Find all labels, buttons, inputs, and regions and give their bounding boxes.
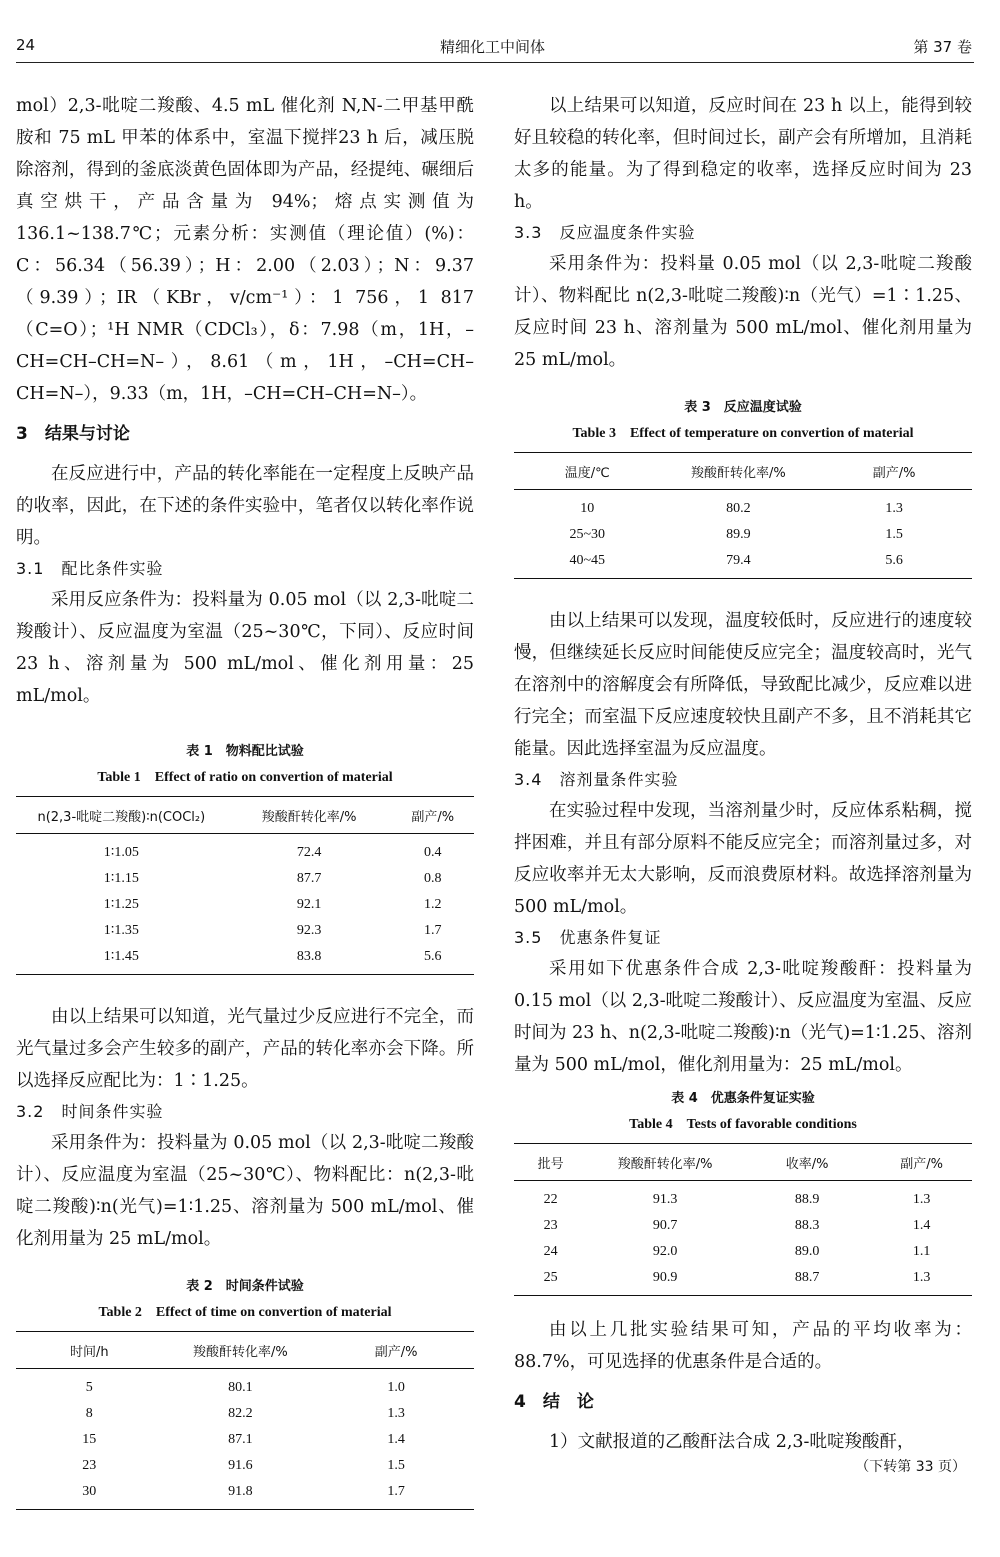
table-cell: 30 — [16, 1479, 163, 1510]
subsection-3-3-heading: 3.3 反应温度条件实验 — [514, 223, 696, 242]
table-row — [16, 1427, 474, 1453]
table-4-grid — [514, 1143, 972, 1296]
header-rule — [16, 62, 974, 63]
table-cell: 10 — [580, 501, 595, 516]
table-row — [514, 1265, 972, 1296]
subsection-3-2-heading: 3.2 时间条件实验 — [16, 1102, 164, 1121]
table-cell: 91.8 — [163, 1479, 319, 1510]
table-1-caption-en: Table 1 Effect of ratio on convertion of material — [97, 770, 393, 785]
table-row — [16, 1369, 474, 1402]
table-row — [514, 548, 972, 579]
paragraph-3-3: 采用条件为：投料量 0.05 mol（以 2,3-吡啶二羧酸计）、物料配比 n(2,3-吡啶二羧酸)∶n（光气）=1∶1.25、反应时间 23 h、溶剂量为 500 mL/mol、催化剂用量为 25 mL/mol。 — [514, 254, 972, 370]
table-cell: 1.3 — [871, 1265, 972, 1296]
paragraph-intro: mol）2,3-吡啶二羧酸、4.5 mL 催化剂 N,N-二甲基甲酰胺和 75 mL 甲苯的体系中，室温下搅拌23 h 后，减压脱除溶剂，得到的釜底淡黄色固体即为产品，经提纯、碾细后真空烘干，产品含量为 94%；熔点实测值为 136.1~138.7℃；元素分析：实测值（理论值）(%)：C：56.34（56.39）；H：2.00（2.03）；N：9.37（9.39）；IR（KBr，v/cm⁻¹）：1 756，1 817（C=O）；¹H NMR（CDCl₃），δ：7.98（m，1H，–CH=CH–CH=N–），8.61（m，1H，–CH=CH–CH=N–），9.33（m，1H，–CH=CH–CH=N–）。 — [16, 96, 474, 404]
table-cell: 83.8 — [227, 944, 392, 975]
table-header-cell: n(2,3-吡啶二羧酸)∶n(COCl₂) — [16, 797, 227, 834]
table-row — [16, 1453, 474, 1479]
journal-title: 精细化工中间体 — [440, 38, 546, 56]
table-cell: 1∶1.45 — [16, 944, 227, 975]
table-cell: 1.2 — [424, 897, 442, 912]
right-column — [514, 90, 972, 1476]
table-cell: 15 — [82, 1432, 97, 1447]
table-row — [16, 1401, 474, 1427]
table-row — [514, 522, 972, 548]
table-cell: 0.4 — [424, 845, 442, 860]
table-header-cell: 批号 — [514, 1144, 587, 1181]
table-row — [16, 834, 474, 867]
table-4 — [514, 1089, 972, 1296]
table-cell: 1∶1.05 — [103, 845, 139, 860]
left-column — [16, 90, 474, 1510]
table-cell: 92.1 — [296, 897, 322, 912]
table-4-caption-en: Table 4 Tests of favorable conditions — [629, 1117, 857, 1132]
table-4-caption-cn: 表 4 优惠条件复证实验 — [671, 1091, 815, 1106]
paragraph-section-3: 在反应进行中，产品的转化率能在一定程度上反映产品的收率，因此，在下述的条件实验中，笔者仅以转化率作说明。 — [16, 464, 474, 548]
table-header-cell: 副产/% — [392, 797, 474, 834]
table-header-row — [514, 453, 972, 490]
table-2-caption-en: Table 2 Effect of time on convertion of material — [98, 1305, 392, 1320]
table-header-row — [514, 1144, 972, 1181]
table-cell: 80.2 — [726, 501, 751, 516]
subsection-3-5-heading: 3.5 优惠条件复证 — [514, 928, 662, 947]
table-cell: 92.3 — [296, 923, 322, 938]
table-cell: 8 — [85, 1406, 93, 1421]
table-cell: 1.0 — [387, 1380, 405, 1395]
table-cell: 1∶1.25 — [103, 897, 139, 912]
table-cell: 1.3 — [387, 1406, 405, 1421]
paragraph-3-4: 在实验过程中发现，当溶剂量少时，反应体系粘稠，搅拌困难，并且有部分原料不能反应完全；而溶剂量过多，对反应收率并无太大影响，反而浪费原材料。故选择溶剂量为 500 mL/mol。 — [514, 801, 972, 917]
paragraph-3-5: 采用如下优惠条件合成 2,3-吡啶羧酸酐：投料量为 0.15 mol（以 2,3-吡啶二羧酸计）、反应温度为室温、反应时间为 23 h、n(2,3-吡啶二羧酸)∶n（光气)=1∶1.25、溶剂量为 500 mL/mol，催化剂用量为：25 mL/mol。 — [514, 959, 972, 1075]
table-cell: 23 — [543, 1218, 558, 1233]
table-cell: 92.0 — [652, 1244, 678, 1259]
table-cell: 25~30 — [569, 527, 606, 542]
table-header-cell: 收率/% — [743, 1144, 871, 1181]
table-header-cell: 羧酸酐转化率/% — [661, 453, 817, 490]
table-cell: 5.6 — [816, 548, 972, 579]
section-4-heading: 4 结 论 — [514, 1392, 594, 1412]
table-1-caption-cn: 表 1 物料配比试验 — [186, 744, 304, 759]
paragraph-3-1: 采用反应条件为：投料量为 0.05 mol（以 2,3-吡啶二羧酸计）、反应温度为室温（25~30℃，下同）、反应时间 23 h、溶剂量为 500 mL/mol、催化剂用量：25 mL/mol。 — [16, 590, 474, 706]
table-row — [16, 918, 474, 944]
paragraph-after-table-3: 由以上结果可以发现，温度较低时，反应进行的速度较慢，但继续延长反应时间能使反应完全；温度较高时，光气在溶剂中的溶解度会有所降低，导致配比减少，反应难以进行完全；而室温下反应速度较快且副产不多，且不消耗其它能量。因此选择室温为反应温度。 — [514, 611, 972, 759]
table-row — [514, 1213, 972, 1239]
table-cell: 89.9 — [726, 527, 751, 542]
section-3-heading: 3 结果与讨论 — [16, 424, 130, 444]
table-cell: 1.4 — [387, 1432, 405, 1447]
table-cell: 1∶1.35 — [103, 923, 139, 938]
table-row — [16, 892, 474, 918]
subsection-3-1-heading: 3.1 配比条件实验 — [16, 559, 164, 578]
table-header-cell: 羧酸酐转化率/% — [227, 797, 392, 834]
table-cell: 40~45 — [514, 548, 661, 579]
table-row — [16, 1479, 474, 1510]
table-cell: 1.5 — [387, 1458, 405, 1473]
table-cell: 1∶1.15 — [103, 871, 139, 886]
table-cell: 80.1 — [228, 1380, 253, 1395]
table-header-row — [16, 1332, 474, 1369]
table-cell: 1.1 — [912, 1244, 931, 1259]
table-cell: 5 — [85, 1380, 93, 1395]
paragraph-time-result: 以上结果可以知道，反应时间在 23 h 以上，能得到较好且较稳的转化率，但时间过长，副产会有所增加，且消耗太多的能量。为了得到稳定的收率，选择反应时间为 23 h。 — [514, 96, 972, 212]
table-cell: 1.4 — [912, 1218, 931, 1233]
table-row — [514, 490, 972, 523]
table-2 — [16, 1277, 474, 1510]
table-header-cell: 副产/% — [318, 1332, 474, 1369]
table-cell: 5.6 — [392, 944, 474, 975]
continued-note: （下转第 33 页） — [855, 1459, 966, 1475]
table-cell: 79.4 — [661, 548, 817, 579]
table-header-cell: 副产/% — [816, 453, 972, 490]
table-header-row — [16, 797, 474, 834]
table-cell: 91.6 — [228, 1458, 253, 1473]
volume-label: 第 37 卷 — [913, 38, 972, 56]
table-header-cell: 羧酸酐转化率/% — [587, 1144, 743, 1181]
page-number: 24 — [16, 36, 36, 54]
table-cell: 1.5 — [885, 527, 903, 542]
table-cell: 23 — [82, 1458, 97, 1473]
table-cell: 90.7 — [652, 1218, 678, 1233]
paragraph-after-table-1: 由以上结果可以知道，光气量过少反应进行不完全，而光气量过多会产生较多的副产，产品的转化率亦会下降。所以选择反应配比为：1∶1.25。 — [16, 1007, 474, 1091]
table-cell: 87.1 — [228, 1432, 253, 1447]
paragraph-3-2: 采用条件为：投料量为 0.05 mol（以 2,3-吡啶二羧酸计）、反应温度为室温（25~30℃）、物料配比：n(2,3-吡啶二羧酸)∶n(光气)=1∶1.25、溶剂量为 500 mL/mol、催化剂用量为 25 mL/mol。 — [16, 1133, 474, 1249]
subsection-3-4-heading: 3.4 溶剂量条件实验 — [514, 770, 679, 789]
table-cell: 88.9 — [794, 1192, 820, 1207]
table-cell: 88.7 — [743, 1265, 871, 1296]
table-3-grid — [514, 452, 972, 579]
table-cell: 90.9 — [587, 1265, 743, 1296]
table-cell: 1.3 — [912, 1192, 931, 1207]
table-cell: 1.7 — [424, 923, 442, 938]
table-cell: 72.4 — [296, 845, 322, 860]
table-cell: 91.3 — [652, 1192, 678, 1207]
table-header-cell: 副产/% — [871, 1144, 972, 1181]
table-3 — [514, 398, 972, 579]
table-3-caption-cn: 表 3 反应温度试验 — [684, 400, 802, 415]
table-cell: 89.0 — [794, 1244, 820, 1259]
table-3-caption-en: Table 3 Effect of temperature on convertion of material — [572, 426, 914, 441]
table-cell: 88.3 — [794, 1218, 820, 1233]
table-header-cell: 温度/℃ — [514, 453, 661, 490]
table-row — [514, 1239, 972, 1265]
table-cell: 87.7 — [296, 871, 322, 886]
paragraph-after-table-4: 由以上几批实验结果可知，产品的平均收率为：88.7%，可见选择的优惠条件是合适的。 — [514, 1320, 972, 1372]
table-cell: 22 — [543, 1192, 558, 1207]
table-2-grid — [16, 1331, 474, 1510]
table-cell: 25 — [514, 1265, 587, 1296]
table-1-grid — [16, 796, 474, 975]
table-cell: 1.3 — [885, 501, 903, 516]
table-row — [514, 1181, 972, 1214]
table-1 — [16, 742, 474, 975]
table-cell: 1.7 — [318, 1479, 474, 1510]
table-header-cell: 时间/h — [16, 1332, 163, 1369]
table-header-cell: 羧酸酐转化率/% — [163, 1332, 319, 1369]
table-row — [16, 866, 474, 892]
table-row — [16, 944, 474, 975]
table-cell: 82.2 — [228, 1406, 253, 1421]
table-cell: 24 — [543, 1244, 558, 1259]
paragraph-section-4: 1）文献报道的乙酸酐法合成 2,3-吡啶羧酸酐， — [549, 1432, 915, 1452]
table-cell: 0.8 — [424, 871, 442, 886]
table-2-caption-cn: 表 2 时间条件试验 — [186, 1279, 304, 1294]
